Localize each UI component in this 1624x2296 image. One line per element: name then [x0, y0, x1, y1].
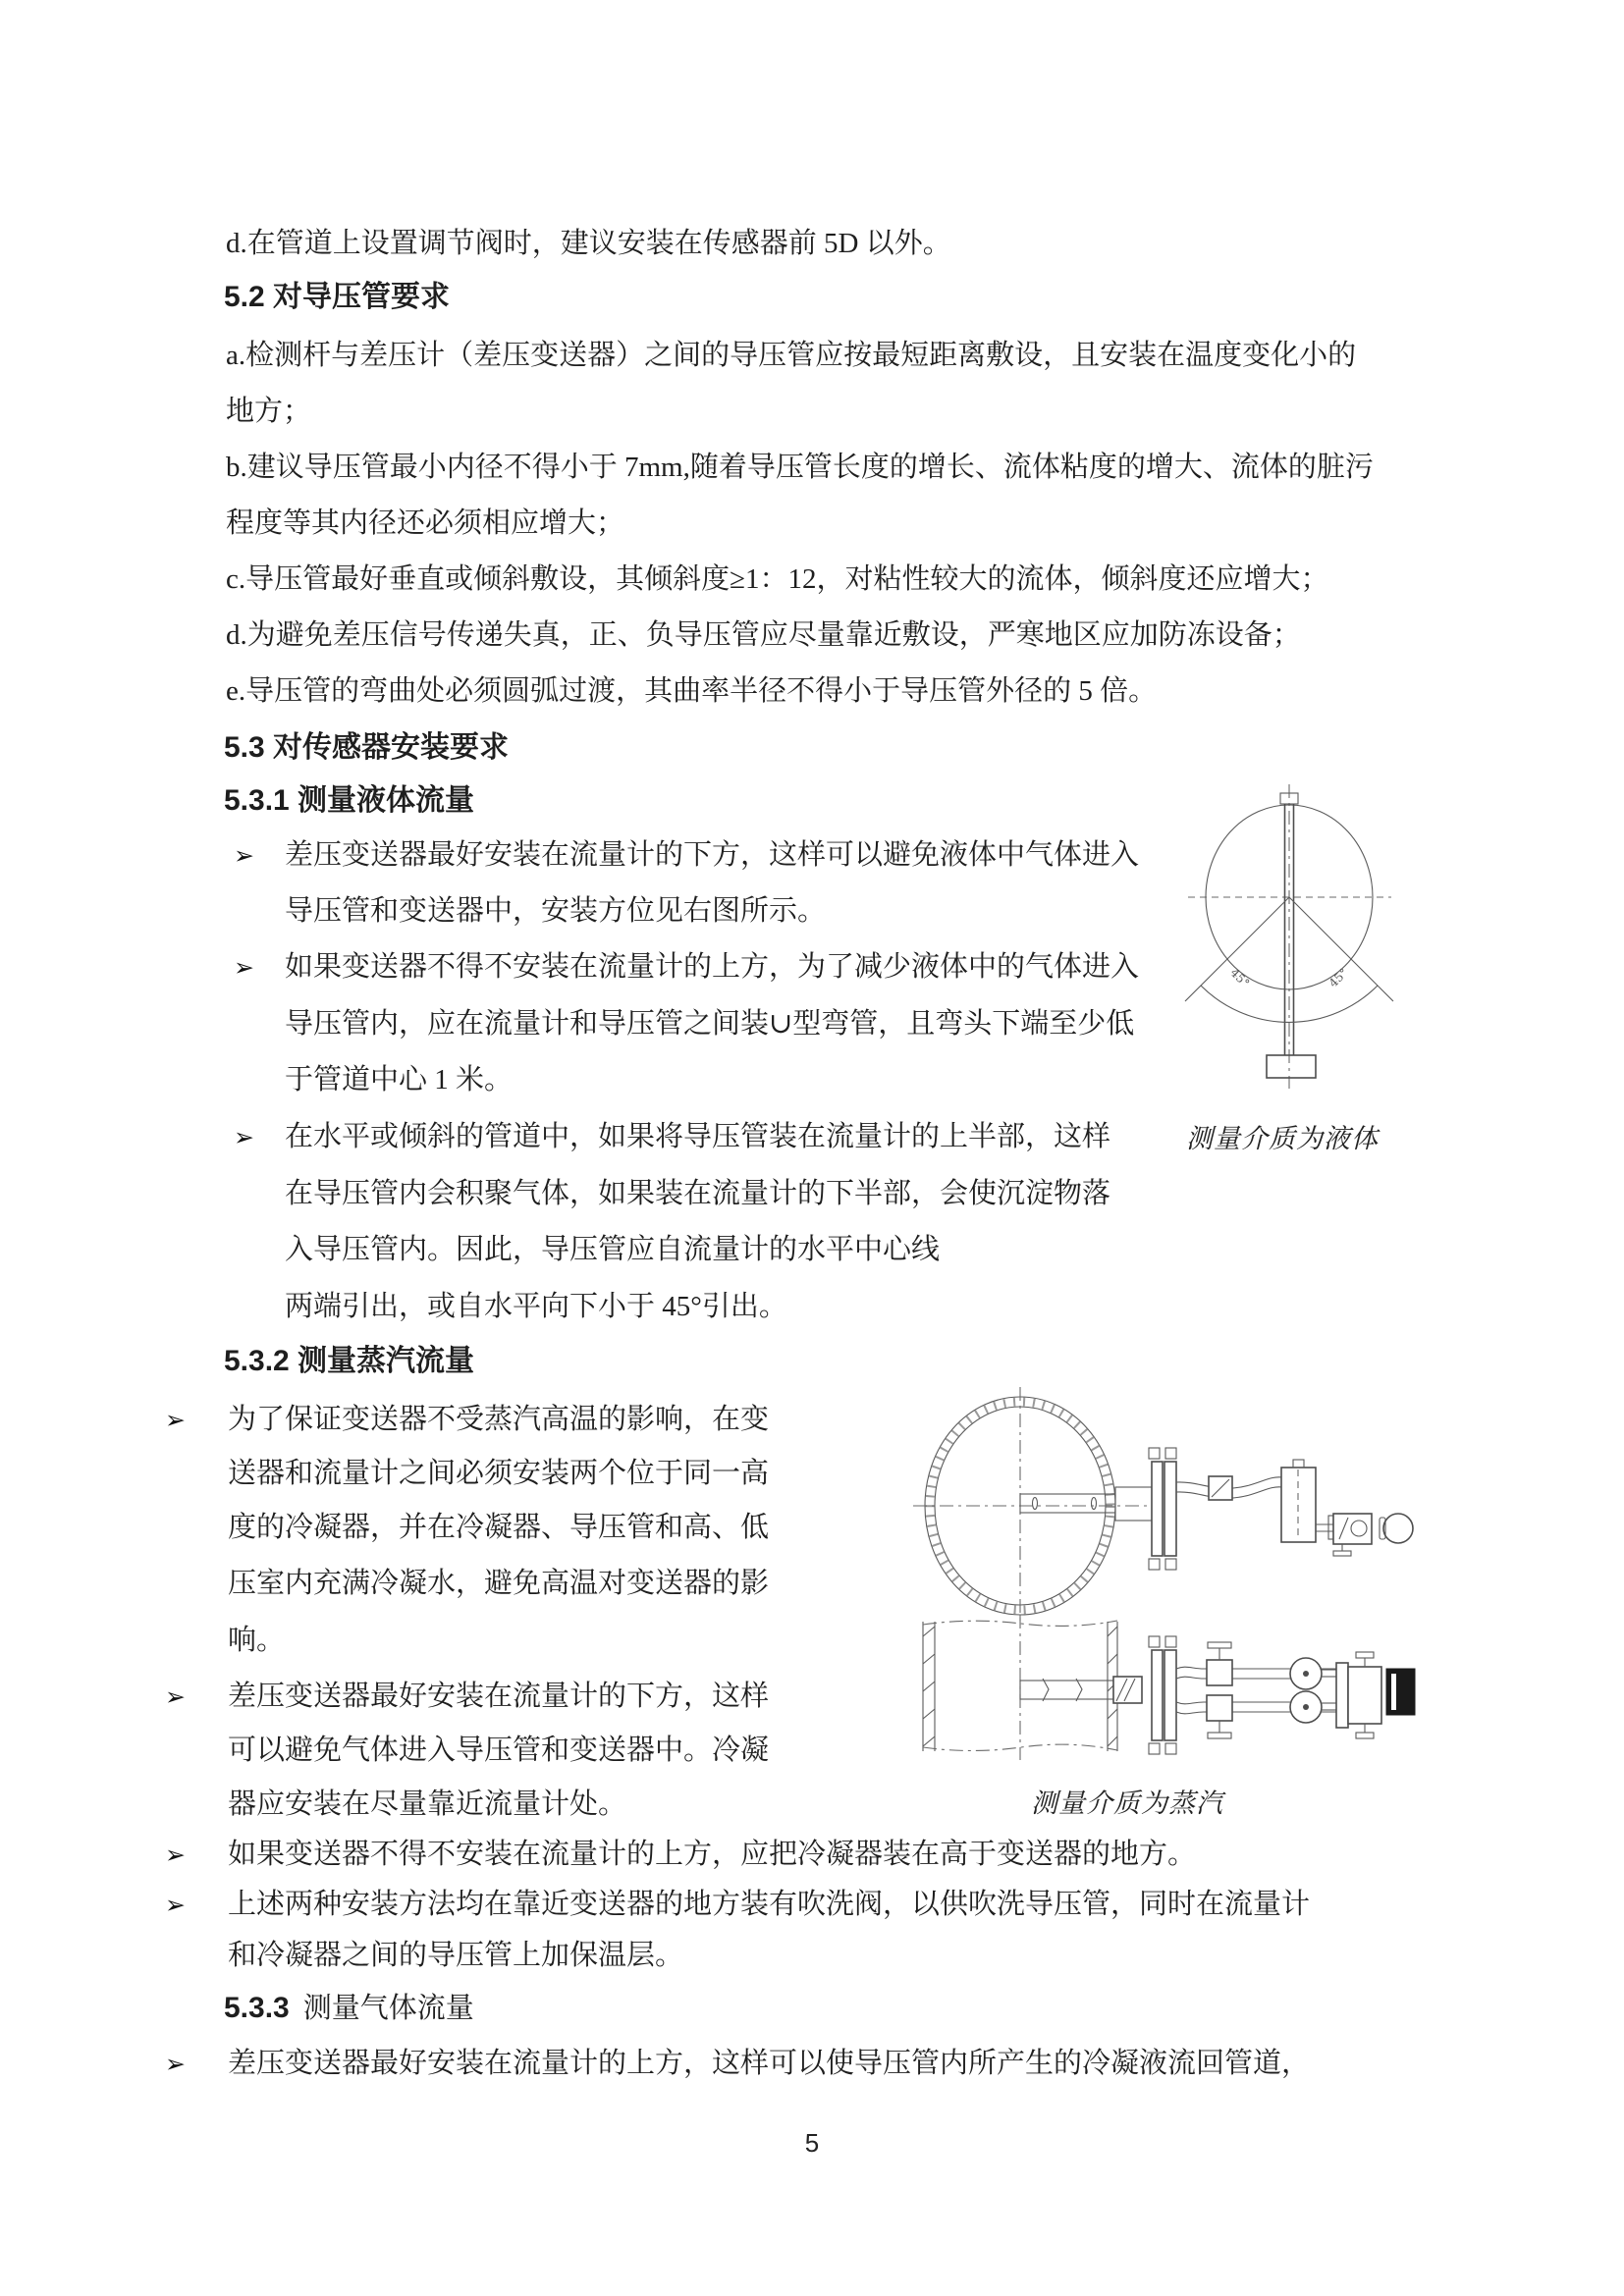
probe-connector	[1115, 1487, 1152, 1521]
transmitter-box	[1267, 1055, 1316, 1078]
purge-valve-bottom	[1207, 1695, 1232, 1738]
bullet-text: 如果变送器不得不安装在流量计的上方，为了减少液体中的气体进入	[285, 951, 1140, 983]
paragraph-line: d.在管道上设置调节阀时，建议安装在传感器前 5D 以外。	[226, 228, 951, 259]
liquid-installation-diagram	[1159, 780, 1453, 1095]
bullet-item	[165, 2046, 1311, 2081]
bullet-continuation-line: 在导压管内会积聚气体，如果装在流量计的下半部，会使沉淀物落	[285, 1178, 1111, 1209]
bullet-continuation-line: 器应安装在尽量靠近流量计处。	[228, 1789, 627, 1820]
bullet-continuation-line: 可以避免气体进入导压管和变送器中。冷凝	[228, 1735, 770, 1766]
bullet-arrow-icon: ➢	[165, 2050, 186, 2078]
paragraph-line: c.导压管最好垂直或倾斜敷设，其倾斜度≥1：12，对粘性较大的流体，倾斜度还应增大；	[226, 563, 1329, 595]
bullet-item	[234, 949, 1140, 985]
bullet-continuation-line: 和冷凝器之间的导压管上加保温层。	[228, 1940, 684, 1971]
bullet-text: 差压变送器最好安装在流量计的下方，这样可以避免液体中气体进入	[285, 839, 1140, 871]
condenser	[1281, 1460, 1316, 1542]
bullet-continuation-line: 送器和流量计之间必须安装两个位于同一高	[228, 1458, 770, 1489]
angle-label-right: 45°	[1326, 965, 1351, 990]
section-heading: 5.3 对传感器安装要求	[224, 731, 510, 764]
bullet-item	[165, 1887, 1311, 1922]
bullet-arrow-icon: ➢	[234, 841, 254, 870]
flange	[1149, 1448, 1176, 1570]
bullet-continuation-line: 度的冷凝器，并在冷凝器、导压管和高、低	[228, 1512, 770, 1543]
bullet-continuation-line: 导压管和变送器中，安装方位见右图所示。	[285, 895, 827, 927]
subsection-heading: 5.3.2 测量蒸汽流量	[224, 1345, 475, 1377]
packing-gland	[1113, 1677, 1142, 1703]
bullet-arrow-icon: ➢	[165, 1841, 186, 1869]
bullet-item	[234, 1119, 1111, 1154]
heading-number: 5.3.3	[224, 1992, 290, 2024]
flange	[1149, 1636, 1176, 1754]
bullet-item	[234, 837, 1140, 873]
bullet-item	[165, 1402, 770, 1437]
bullet-item	[165, 1679, 770, 1714]
paragraph-line: a.检测杆与差压计（差压变送器）之间的导压管应按最短距离敷设，且安装在温度变化小的	[226, 340, 1357, 371]
bullet-text: 上述两种安装方法均在靠近变送器的地方装有吹洗阀，以供吹洗导压管，同时在流量计	[228, 1889, 1311, 1920]
bullet-text: 差压变送器最好安装在流量计的下方，这样	[228, 1681, 770, 1712]
flow-probe	[1020, 1494, 1115, 1513]
paragraph-line: e.导压管的弯曲处必须圆弧过渡，其曲率半径不得小于导压管外径的 5 倍。	[226, 675, 1158, 707]
bullet-arrow-icon: ➢	[165, 1891, 186, 1919]
bullet-arrow-icon: ➢	[165, 1406, 186, 1434]
angle-label-left: 45°	[1227, 965, 1253, 990]
bullet-continuation-line: 于管道中心 1 米。	[285, 1064, 514, 1095]
paragraph-line: 程度等其内径还必须相应增大；	[226, 507, 625, 539]
transmitter-housing	[1386, 1669, 1415, 1715]
bullet-text: 在水平或倾斜的管道中，如果将导压管装在流量计的上半部，这样	[285, 1121, 1111, 1152]
bullet-text: 如果变送器不得不安装在流量计的上方，应把冷凝器装在高于变送器的地方。	[228, 1839, 1197, 1870]
page-number: 5	[804, 2128, 820, 2158]
bullet-continuation-line: 响。	[228, 1625, 286, 1656]
heading-label: 测量气体流量	[302, 1993, 474, 2024]
condenser-pots	[1290, 1658, 1322, 1723]
steam-installation-diagram	[874, 1379, 1424, 1772]
transmitter-valve-block	[1333, 1514, 1372, 1556]
bullet-text: 为了保证变送器不受蒸汽高温的影响，在变	[228, 1404, 770, 1435]
bullet-arrow-icon: ➢	[234, 1123, 254, 1151]
steam-diagram-lower	[923, 1615, 1415, 1760]
figure-caption: 测量介质为液体	[1186, 1124, 1379, 1153]
bullet-arrow-icon: ➢	[165, 1682, 186, 1711]
purge-valve-top	[1207, 1642, 1232, 1685]
figure-caption: 测量介质为蒸汽	[1031, 1789, 1223, 1818]
paragraph-line: d.为避免差压信号传递失真，正、负导压管应尽量靠近敷设，严寒地区应加防冻设备；	[226, 619, 1301, 651]
steam-diagram-upper	[913, 1387, 1413, 1625]
paragraph-line: 地方；	[226, 396, 312, 427]
bullet-arrow-icon: ➢	[234, 953, 254, 982]
bullet-continuation-line: 压室内充满冷凝水，避免高温对变送器的影	[228, 1568, 770, 1599]
bullet-continuation-line: 导压管内，应在流量计和导压管之间装∪型弯管，且弯头下端至少低	[285, 1008, 1135, 1040]
subsection-heading	[224, 1991, 474, 2026]
bullet-continuation-line: 入导压管内。因此，导压管应自流量计的水平中心线	[285, 1234, 941, 1265]
bullet-text: 差压变送器最好安装在流量计的上方，这样可以使导压管内所产生的冷凝液流回管道，	[228, 2048, 1311, 2079]
section-heading: 5.2 对导压管要求	[224, 281, 451, 313]
paragraph-line: b.建议导压管最小内径不得小于 7mm,随着导压管长度的增长、流体粘度的增大、流体的脏污	[226, 452, 1374, 483]
handwheel-knob	[1383, 1514, 1413, 1543]
subsection-heading: 5.3.1 测量液体流量	[224, 784, 475, 817]
bullet-item	[165, 1837, 1197, 1872]
bullet-continuation-line: 两端引出，或自水平向下小于 45°引出。	[285, 1291, 787, 1322]
flow-probe	[1020, 1681, 1113, 1699]
transmitter	[1336, 1652, 1381, 1738]
handle-stem	[1380, 1518, 1385, 1539]
